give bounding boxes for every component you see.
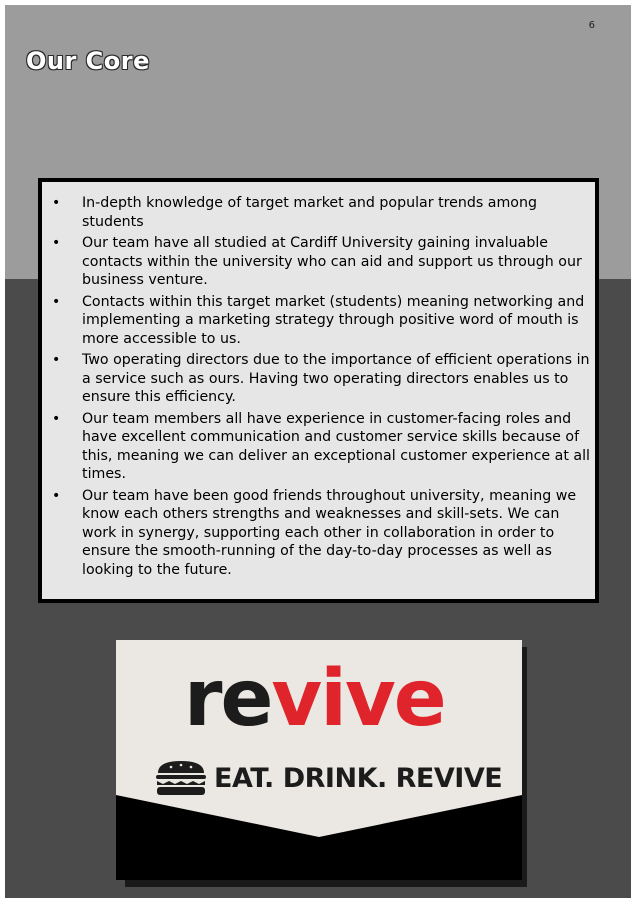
- list-item-text: In-depth knowledge of target market and popular trends among students: [82, 195, 537, 230]
- bullet-icon: •: [52, 235, 61, 251]
- list-item: [50, 410, 590, 484]
- tagline-row: [154, 758, 502, 798]
- core-strengths-box: [38, 178, 599, 603]
- list-item-text: Contacts within this target market (students) meaning networking and implementing a marketing strategy through positive word of mouth is more accessible to us.: [82, 293, 585, 347]
- list-item: [50, 194, 590, 231]
- list-item: [50, 234, 590, 290]
- list-item: [50, 487, 590, 580]
- list-item-text: Two operating directors due to the importance of efficient operations in a service such as ours. Having two operating directors enables us to ensure this efficiency.: [82, 352, 590, 405]
- page-number: 6: [588, 20, 595, 31]
- core-strengths-list: [50, 194, 590, 582]
- brand-wordmark-part1: re: [184, 654, 272, 744]
- brand-wordmark-part2: vive: [271, 654, 445, 744]
- burger-icon: [154, 759, 208, 797]
- document-page: [5, 5, 631, 898]
- list-item: [50, 293, 590, 349]
- page-title: Our Core: [26, 47, 150, 75]
- list-item: [50, 351, 590, 407]
- list-item-text: Our team have all studied at Cardiff University gaining invaluable contacts within the university who can aid and support us through our business venture.: [82, 235, 582, 288]
- list-item-text: Our team members all have experience in customer-facing roles and have excellent communication and customer service skills because of this, meaning we can deliver an exceptional customer experience at all times.: [82, 410, 590, 482]
- revive-logo-card: [116, 640, 522, 880]
- bullet-icon: •: [52, 352, 61, 368]
- bullet-icon: •: [52, 487, 61, 504]
- logo-card-chevron: [116, 795, 522, 880]
- brand-tagline: EAT. DRINK. REVIVE: [214, 762, 503, 794]
- list-item-text: Our team have been good friends throughout university, meaning we know each others strengths and weaknesses and skill-sets. We can work in synergy, supporting each other in collaboration in order to ensure the smooth-running of the day-to-day processes as well as looking to the future.: [82, 487, 577, 578]
- brand-wordmark: [184, 654, 445, 744]
- bullet-icon: •: [52, 293, 61, 310]
- bullet-icon: •: [52, 410, 61, 427]
- bullet-icon: •: [52, 195, 61, 211]
